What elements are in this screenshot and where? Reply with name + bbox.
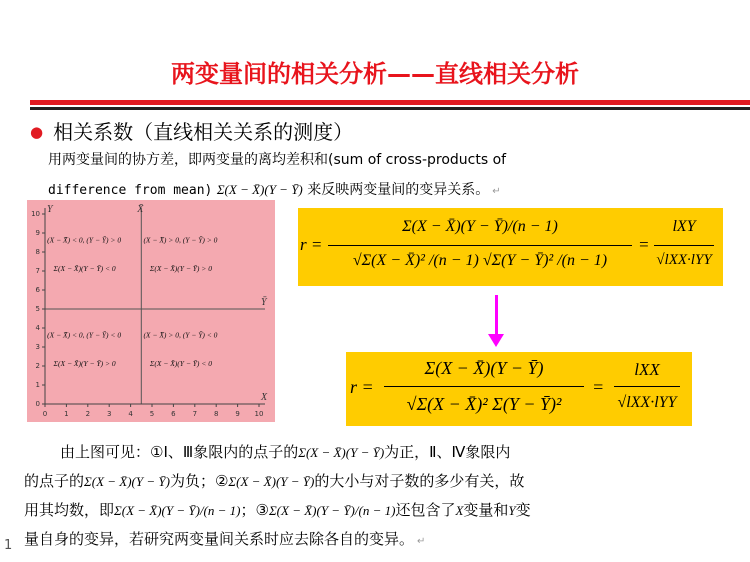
y-tick-label: 10 [31,210,40,218]
formula2-r: r = [350,377,374,397]
x-tick-label: 1 [64,410,69,418]
formula2-right-bar [614,386,680,387]
conclusion-text-5: 的大小与对子数的多少有关，故 [314,472,525,490]
x-tick-label: 3 [106,410,112,418]
conclusion-line-4 [24,525,684,556]
chart-background [27,200,275,422]
formula1-denominator: √Σ(X − X̄)² /(n − 1) √Σ(Y − Ȳ)² /(n − 1) [352,252,608,269]
conclusion-var-y: Y [508,503,516,518]
y-tick-label: 3 [35,343,40,351]
conclusion-text-7: ；③ [240,501,269,519]
conclusion-paragraph [24,438,684,556]
conclusion-text-10: 变 [515,501,531,519]
quadrant-annotation: (X − X̄) < 0, (Y − Ȳ) > 0 [47,235,122,245]
conclusion-line-1 [24,438,684,467]
quadrant-chart [27,200,275,422]
title-divider-black [30,107,750,110]
conclusion-var-x: X [455,503,464,518]
formula1-numerator: Σ(X − X̄)(Y − Ȳ)/(n − 1) [402,218,558,235]
intro-expr: Σ(X − X̄)(Y − Ȳ) [216,182,303,197]
intro-line-1: 用两变量间的协方差，即两变量的离均差积和(sum of cross-products of [48,152,507,168]
conclusion-text-6: 用其均数，即 [24,501,115,519]
conclusion-text-4: 为负；② [169,472,229,490]
formula1-right-denominator: √lXX·lYY [656,252,712,268]
formula2-right-denominator: √lXX·lYY [617,394,677,411]
y-tick-label: 2 [35,362,40,370]
conclusion-text-2: 为正，Ⅱ、Ⅳ象限内 [384,443,511,461]
formula2-numerator: Σ(X − X̄)(Y − Ȳ) [424,358,544,378]
formula2-fraction-bar [384,386,584,387]
y-tick-label: 7 [35,267,40,275]
x-tick-label: 7 [192,410,198,418]
formula1-r: r = [300,235,323,254]
conclusion-line-3 [24,496,684,525]
intro-line-2-rest: 来反映两变量间的变异关系。 [307,182,490,198]
quadrant-annotation: Σ(X − X̄)(Y − Ȳ) > 0 [53,359,116,368]
y-tick-label: 6 [35,286,40,294]
formula1-right-bar [654,245,714,246]
x-tick-label: 9 [235,410,240,418]
x-tick-label: 10 [254,410,264,418]
y-mean-label: Ȳ [261,297,267,308]
conclusion-text-8: 还包含了 [395,501,456,519]
conclusion-text-9: 变量和 [463,501,509,519]
conclusion-text-1: 由上图可见：①Ⅰ、Ⅲ象限内的点子的 [60,443,299,461]
conclusion-text-11: 量自身的变异，若研究两变量间关系时应去除各自的变异。 [24,530,415,548]
quadrant-annotation: Σ(X − X̄)(Y − Ȳ) < 0 [149,359,213,368]
return-mark-icon: ↵ [417,536,426,547]
conclusion-text-3: 的点子的 [24,472,85,490]
x-tick-label: 5 [149,410,155,418]
conclusion-expr-4: Σ(X − X̄)(Y − Ȳ)/(n − 1) [114,503,241,518]
formula1-equals: = [638,235,650,254]
conclusion-expr-2: Σ(X − X̄)(Y − Ȳ) [84,474,170,489]
x-tick-label: 4 [128,410,133,418]
title-divider-red [30,100,750,105]
formula2-denominator: √Σ(X − X̄)² Σ(Y − Ȳ)² [406,394,562,414]
conclusion-line-2 [24,467,684,496]
intro-paragraph [48,146,688,206]
intro-line-2-en: difference from mean) [48,183,213,198]
down-arrow-icon [488,334,504,347]
quadrant-annotation: (X − X̄) > 0, (Y − Ȳ) < 0 [143,330,218,340]
return-mark-icon: ↵ [492,186,501,197]
conclusion-expr-3: Σ(X − X̄)(Y − Ȳ) [228,474,315,489]
y-tick-label: 0 [35,400,40,408]
x-tick-label: 6 [171,410,176,418]
x-tick-label: 8 [213,410,219,418]
y-tick-label: 8 [35,248,40,256]
formula1-right-numerator: lXY [672,218,696,235]
x-tick-label: 2 [85,410,91,418]
y-tick-label: 9 [35,229,40,237]
x-mean-label: X̄ [137,204,144,215]
conclusion-expr-1: Σ(X − X̄)(Y − Ȳ) [298,445,385,460]
section-heading [30,116,353,145]
formula2-equals: = [592,377,605,397]
bullet-icon: ● [30,123,44,141]
formula2-right-numerator: lXX [634,360,660,379]
x-tick-label: 0 [42,410,48,418]
conclusion-expr-5: Σ(X − X̄)(Y − Ȳ)/(n − 1) [268,503,396,518]
x-axis-label: X [261,392,268,403]
y-tick-label: 5 [35,305,40,313]
section-heading-text: 相关系数（直线相关关系的测度） [53,120,354,144]
y-tick-label: 1 [35,381,40,389]
quadrant-annotation: (X − X̄) > 0, (Y − Ȳ) > 0 [143,235,218,245]
y-tick-label: 4 [35,324,40,332]
arrow-shaft [495,295,498,337]
quadrant-annotation: Σ(X − X̄)(Y − Ȳ) > 0 [149,264,213,273]
y-axis-label: Y [47,204,53,215]
formula-box-2 [346,352,692,426]
page-title: 两变量间的相关分析——直线相关分析 [171,60,579,88]
quadrant-annotation: Σ(X − X̄)(Y − Ȳ) < 0 [53,264,116,273]
formula-box-1 [298,208,723,286]
formula1-fraction-bar [328,245,632,246]
page-number: 1 [4,538,13,553]
quadrant-annotation: (X − X̄) < 0, (Y − Ȳ) < 0 [47,330,122,340]
